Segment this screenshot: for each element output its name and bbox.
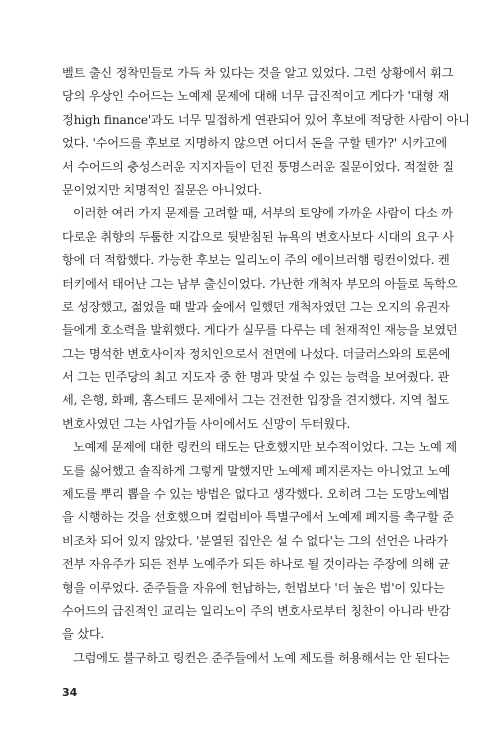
text-line: 수어드의 급진적인 교리는 일리노이 주의 변호사로부터 칭찬이 아니라 반감 — [62, 603, 451, 618]
text-line: 형을 이루었다. 준주들을 자유에 헌납하는, 헌법보다 '더 높은 법'이 있다는 — [62, 580, 445, 595]
text-line: 세, 은행, 화폐, 홈스테드 문제에서 그는 건전한 입장을 견지했다. 지역 철도 — [62, 393, 450, 408]
text-line: 변호사였던 그는 사업가들 사이에서도 신망이 두터웠다. — [62, 416, 351, 431]
text-line: 다로운 취향의 두툼한 지갑으로 뒷받침된 뉴욕의 변호사보다 시대의 요구 사 — [62, 229, 454, 244]
text-line: 정high finance'과도 너무 밀접하게 연관되어 있어 후보에 적당한 사람이 아니 — [62, 112, 470, 127]
text-line: 노예제 문제에 대한 링컨의 태도는 단호했지만 보수적이었다. 그는 노예 제 — [73, 440, 457, 455]
text-line: 벨트 출신 정착민들로 가득 차 있다는 것을 알고 있었다. 그런 상황에서 휘그 — [62, 66, 454, 80]
text-line: 서 그는 민주당의 최고 지도자 중 한 명과 맞설 수 있는 능력을 보여줬다. 관 — [62, 370, 450, 385]
text-line: 그럼에도 불구하고 링컨은 준주들에서 노예 제도를 허용해서는 안 된다는 — [73, 650, 450, 665]
page-number: 34 — [62, 686, 78, 699]
text-line: 이러한 여러 가지 문제를 고려할 때, 서부의 토양에 가까운 사람이 다소 까 — [73, 206, 453, 221]
text-line: 비조차 되어 있지 않았다. '분열된 집안은 설 수 없다'는 그의 선언은 나라가 — [62, 533, 449, 548]
text-line: 서 수어드의 충성스러운 지지자들이 던진 퉁명스러운 질문이었다. 적절한 질 — [62, 159, 454, 174]
text-line: 전부 자유주가 되든 전부 노예주가 되든 하나로 될 것이라는 주장에 의해 균 — [62, 557, 450, 572]
text-line: 을 시행하는 것을 선호했으며 컬럼비아 특별구에서 노예제 폐지를 촉구할 준 — [62, 510, 454, 525]
text-line: 들에게 호소력을 발휘했다. 게다가 실무를 다루는 데 천재적인 재능을 보였던 — [62, 323, 458, 338]
text-line: 을 샀다. — [62, 627, 105, 642]
text-line: 었다. '수어드를 후보로 지명하지 않으면 어디서 돈을 구할 텐가?' 시카고에 — [62, 136, 447, 151]
text-line: 항에 더 적합했다. 가능한 후보는 일리노이 주의 에이브러햄 링컨이었다. 켄 — [62, 253, 450, 268]
text-line: 제도를 뿌리 뽑을 수 있는 방법은 없다고 생각했다. 오히려 그는 도망노예법 — [62, 487, 450, 502]
text-line: 문이었지만 치명적인 질문은 아니었다. — [62, 182, 262, 197]
body-text — [62, 62, 470, 670]
text-line: 당의 우상인 수어드는 노예제 문제에 대해 너무 급진적이고 게다가 '대형 재 — [62, 89, 450, 104]
text-line: 그는 명석한 변호사이자 정치인으로서 전면에 나섰다. 더글러스와의 토론에 — [62, 346, 451, 361]
text-line: 도를 싫어했고 솔직하게 그렇게 말했지만 노예제 폐지론자는 아니었고 노예 — [62, 463, 451, 478]
text-line: 로 성장했고, 젊었을 때 발과 숲에서 일했던 개척자였던 그는 오지의 유권자 — [62, 299, 450, 314]
text-line: 터키에서 태어난 그는 남부 출신이었다. 가난한 개척자 부모의 아들로 독학으 — [62, 276, 458, 291]
